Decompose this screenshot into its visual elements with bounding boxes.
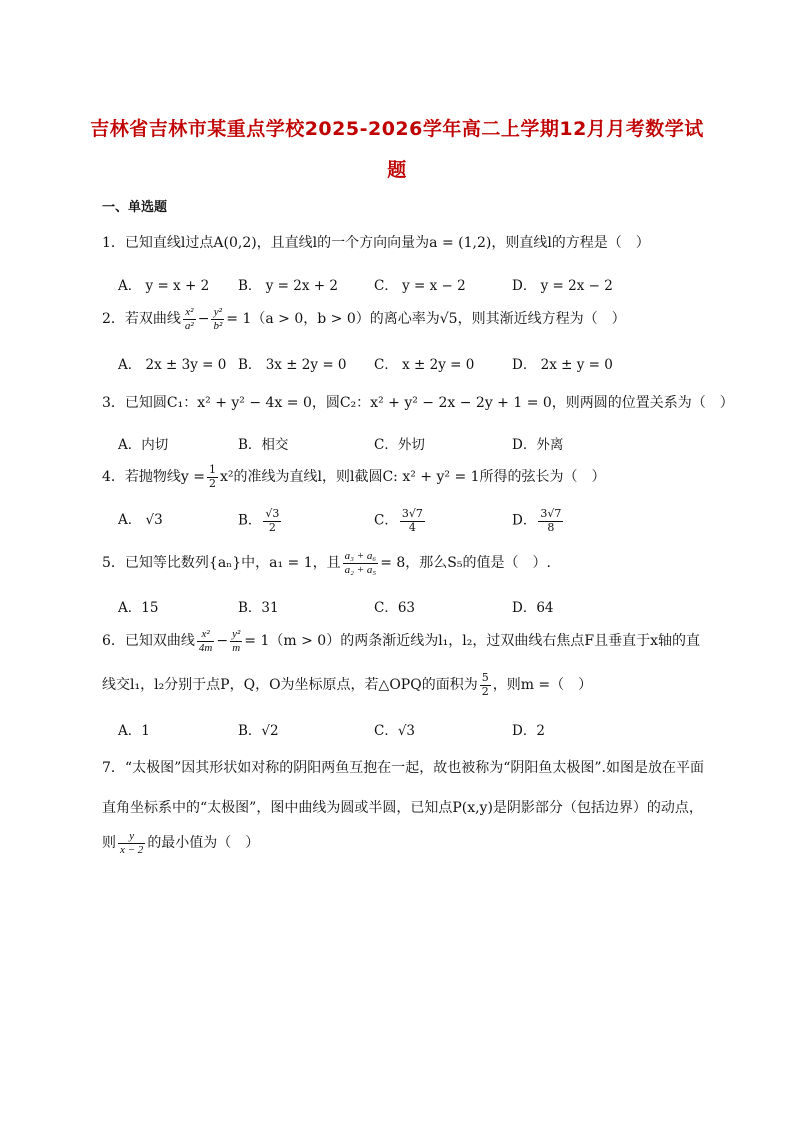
frac-den: 4 bbox=[408, 520, 416, 534]
frac-num: 5 bbox=[481, 671, 489, 684]
frac-num: x² bbox=[197, 628, 214, 642]
frac-num: 3√7 bbox=[401, 507, 423, 520]
frac-den: 8 bbox=[547, 520, 555, 534]
question-2-option-d: D． 2x ± y = 0 bbox=[512, 357, 613, 373]
question-2-option-a: A． 2x ± 3y = 0 bbox=[118, 357, 227, 373]
option-frac bbox=[400, 508, 425, 534]
question-7-line1: 7．“太极图”因其形状如对称的阴阳两鱼互抱在一起，故也被称为“阴阳鱼太极图”.如图是放在平面 bbox=[102, 760, 704, 776]
frac-num: 1 bbox=[209, 463, 216, 476]
question-3-option-b: B．相交 bbox=[238, 437, 289, 453]
question-5-frac bbox=[343, 550, 379, 576]
question-6-line2-post: ，则m =（ ） bbox=[492, 677, 593, 694]
question-6-line1-pre: 6．已知双曲线 bbox=[102, 633, 195, 650]
question-5-option-d: D．64 bbox=[512, 600, 554, 616]
question-3-option-c: C．外切 bbox=[374, 437, 425, 453]
question-4-frac bbox=[207, 464, 218, 490]
question-2-option-c: C． x ± 2y = 0 bbox=[374, 357, 475, 373]
question-2-frac1 bbox=[183, 306, 196, 332]
question-2-text-post: = 1（a > 0，b > 0）的离心率为√5，则其渐近线方程为（ ） bbox=[226, 311, 626, 328]
frac-num: a₃ + a₆ bbox=[344, 550, 377, 562]
question-1-option-c: C． y = x − 2 bbox=[374, 278, 466, 294]
question-2-frac2 bbox=[211, 306, 224, 332]
frac-den: 2 bbox=[209, 476, 216, 490]
question-4-text-pre: 4．若抛物线y = bbox=[102, 469, 205, 486]
frac-den: a₂ + a₅ bbox=[344, 563, 377, 576]
question-5-text-post: = 8，那么S₅的值是（ ）. bbox=[380, 555, 551, 572]
question-6-option-c: C．√3 bbox=[374, 723, 416, 739]
frac-den: m bbox=[232, 641, 241, 654]
question-5-option-c: C．63 bbox=[374, 600, 416, 616]
question-3-text: 3．已知圆C₁：x² + y² − 4x = 0，圆C₂：x² + y² − 2x − 2y + 1 = 0，则两圆的位置关系为（ ） bbox=[102, 395, 734, 411]
question-1-option-a: A． y = x + 2 bbox=[118, 278, 210, 294]
question-6-frac3 bbox=[480, 672, 491, 698]
option-label: B． bbox=[238, 512, 262, 529]
question-4-text bbox=[102, 464, 606, 490]
frac-den: x − 2 bbox=[120, 843, 144, 856]
question-4-option-d bbox=[512, 508, 565, 534]
question-4-option-b bbox=[238, 508, 283, 534]
exam-title-line2: 题 bbox=[387, 159, 407, 181]
frac-num: √3 bbox=[265, 507, 280, 520]
section-heading: 一、单选题 bbox=[102, 200, 168, 215]
question-7-line3-pre: 则 bbox=[102, 835, 116, 852]
frac-num: y² bbox=[232, 628, 241, 640]
question-3-option-d: D．外离 bbox=[512, 437, 564, 453]
question-6-line1-post: = 1（m > 0）的两条渐近线为l₁，l₂，过双曲线右焦点F且垂直于x轴的直 bbox=[244, 633, 700, 650]
minus-sign: − bbox=[216, 633, 229, 650]
question-7-line2: 直角坐标系中的“太极图”，图中曲线为圆或半圆，已知点P(x,y)是阴影部分（包括边界）的动点， bbox=[102, 800, 703, 816]
frac-den: 2 bbox=[481, 684, 489, 698]
option-label: D． bbox=[512, 512, 537, 529]
question-6-line2-pre: 线交l₁，l₂分别于点P，Q，O为坐标原点，若△OPQ的面积为 bbox=[102, 677, 478, 694]
frac-den: 2 bbox=[268, 520, 276, 534]
question-6-option-a: A．1 bbox=[118, 723, 150, 739]
frac-num: y bbox=[118, 830, 145, 844]
question-6-frac2 bbox=[230, 628, 242, 654]
question-7-frac bbox=[118, 830, 145, 856]
question-2-option-b: B． 3x ± 2y = 0 bbox=[238, 357, 347, 373]
frac-num: y² bbox=[211, 306, 224, 320]
question-5-text-pre: 5．已知等比数列{aₙ}中，a₁ = 1，且 bbox=[102, 555, 341, 572]
question-6-line2 bbox=[102, 672, 592, 698]
question-3-option-a: A．内切 bbox=[118, 437, 169, 453]
question-2-text bbox=[102, 306, 626, 332]
question-1-option-b: B． y = 2x + 2 bbox=[238, 278, 338, 294]
question-5-text bbox=[102, 550, 551, 576]
frac-num: 3√7 bbox=[540, 507, 562, 520]
question-1-text: 1．已知直线l过点A(0,2)，且直线l的一个方向向量为a = (1,2)，则直线l的方程是（ ） bbox=[102, 235, 650, 251]
frac-den: b² bbox=[213, 319, 223, 332]
exam-title-line1: 吉林省吉林市某重点学校2025-2026学年高二上学期12月月考数学试 bbox=[90, 118, 704, 140]
frac-den: 4m bbox=[198, 641, 213, 654]
frac-den: a² bbox=[184, 319, 194, 332]
option-frac bbox=[538, 508, 563, 534]
question-5-option-b: B．31 bbox=[238, 600, 279, 616]
minus-sign: − bbox=[197, 311, 210, 328]
question-1-option-d: D． y = 2x − 2 bbox=[512, 278, 613, 294]
option-label: C． bbox=[374, 512, 398, 529]
question-6-line1 bbox=[102, 628, 700, 654]
question-5-option-a: A．15 bbox=[118, 600, 159, 616]
question-7-line3 bbox=[102, 830, 259, 856]
question-2-text-pre: 2．若双曲线 bbox=[102, 311, 181, 328]
option-frac bbox=[263, 508, 281, 534]
question-6-option-d: D．2 bbox=[512, 723, 545, 739]
question-7-line3-post: 的最小值为（ ） bbox=[147, 835, 260, 852]
question-6-frac1 bbox=[197, 628, 214, 654]
question-4-text-post: x²的准线为直线l，则l截圆C: x² + y² = 1所得的弦长为（ ） bbox=[220, 469, 606, 486]
question-4-option-a: A． √3 bbox=[118, 512, 163, 528]
question-4-option-c bbox=[374, 508, 427, 534]
question-6-option-b: B．√2 bbox=[238, 723, 279, 739]
frac-num: x² bbox=[183, 306, 196, 320]
